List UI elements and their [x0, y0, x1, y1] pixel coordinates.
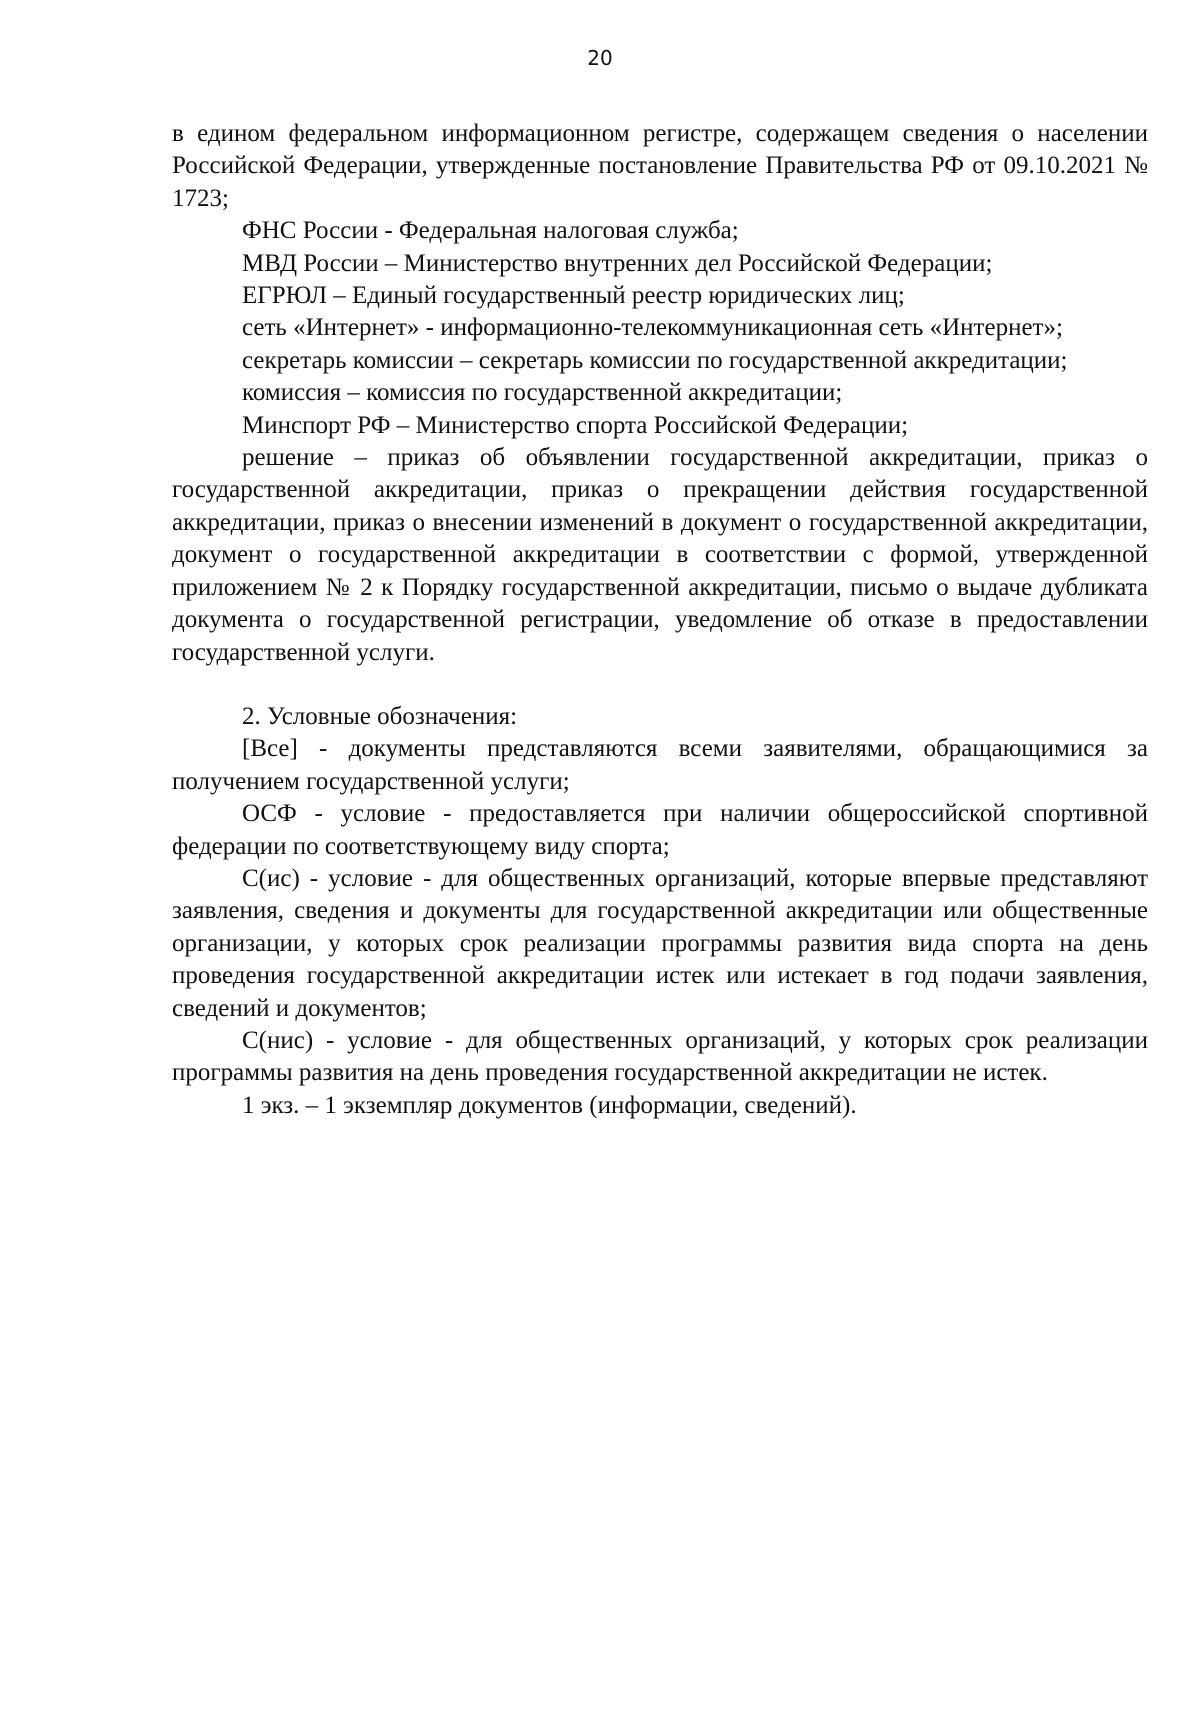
symbol-s-nis: С(нис) - условие - для общественных организаций, у которых срок реализации программы развития на день проведения государственной аккредитации не истек.: [172, 1026, 1148, 1087]
document-body: [172, 118, 1148, 1122]
definition-internet: сеть «Интернет» - информационно-телекоммуникационная сеть «Интернет»;: [242, 314, 1063, 342]
definition-fns: ФНС России - Федеральная налоговая служба;: [242, 217, 739, 245]
definition-minsport: Минспорт РФ – Министерство спорта Российской Федерации;: [242, 411, 909, 439]
paragraph-register-continuation: в едином федеральном информационном регистре, содержащем сведения о населении Российской Федерации, утвержденные постановление Правительства РФ от 09.10.2021 № 1723;: [172, 120, 1148, 212]
definition-egrul: ЕГРЮЛ – Единый государственный реестр юридических лиц;: [242, 282, 905, 310]
symbol-s-is: С(ис) - условие - для общественных организаций, которые впервые представляют заявления, сведения и документы для государственной аккредитации или общественные организации, у которых срок реализации программы развития вида спорта на день проведения государственной аккредитации истек или истекает в год подачи заявления, сведений и документов;: [172, 864, 1148, 1022]
definition-decision: решение – приказ об объявлении государственной аккредитации, приказ о государственной аккредитации, приказ о прекращении действия государственной аккредитации, приказ о внесении изменений в документ о государственной аккредитации, документ о государственной аккредитации в соответствии с формой, утвержденной приложением № 2 к Порядку государственной аккредитации, письмо о выдаче дубликата документа о государственной регистрации, уведомление об отказе в предоставлении государственной услуги.: [172, 444, 1148, 666]
definition-commission-secretary: секретарь комиссии – секретарь комиссии по государственной аккредитации;: [242, 346, 1068, 374]
symbol-all: [Все] - документы представляются всеми заявителями, обращающимися за получением государственной услуги;: [172, 735, 1148, 795]
definition-mvd: МВД России – Министерство внутренних дел Российской Федерации;: [242, 249, 993, 277]
page-number: 20: [587, 46, 613, 70]
section-heading-symbols: 2. Условные обозначения:: [242, 702, 518, 730]
symbol-one-copy: 1 экз. – 1 экземпляр документов (информации, сведений).: [242, 1091, 857, 1119]
definition-commission: комиссия – комиссия по государственной аккредитации;: [242, 379, 843, 407]
symbol-osf: ОСФ - условие - предоставляется при наличии общероссийской спортивной федерации по соответствующему виду спорта;: [172, 800, 1148, 860]
